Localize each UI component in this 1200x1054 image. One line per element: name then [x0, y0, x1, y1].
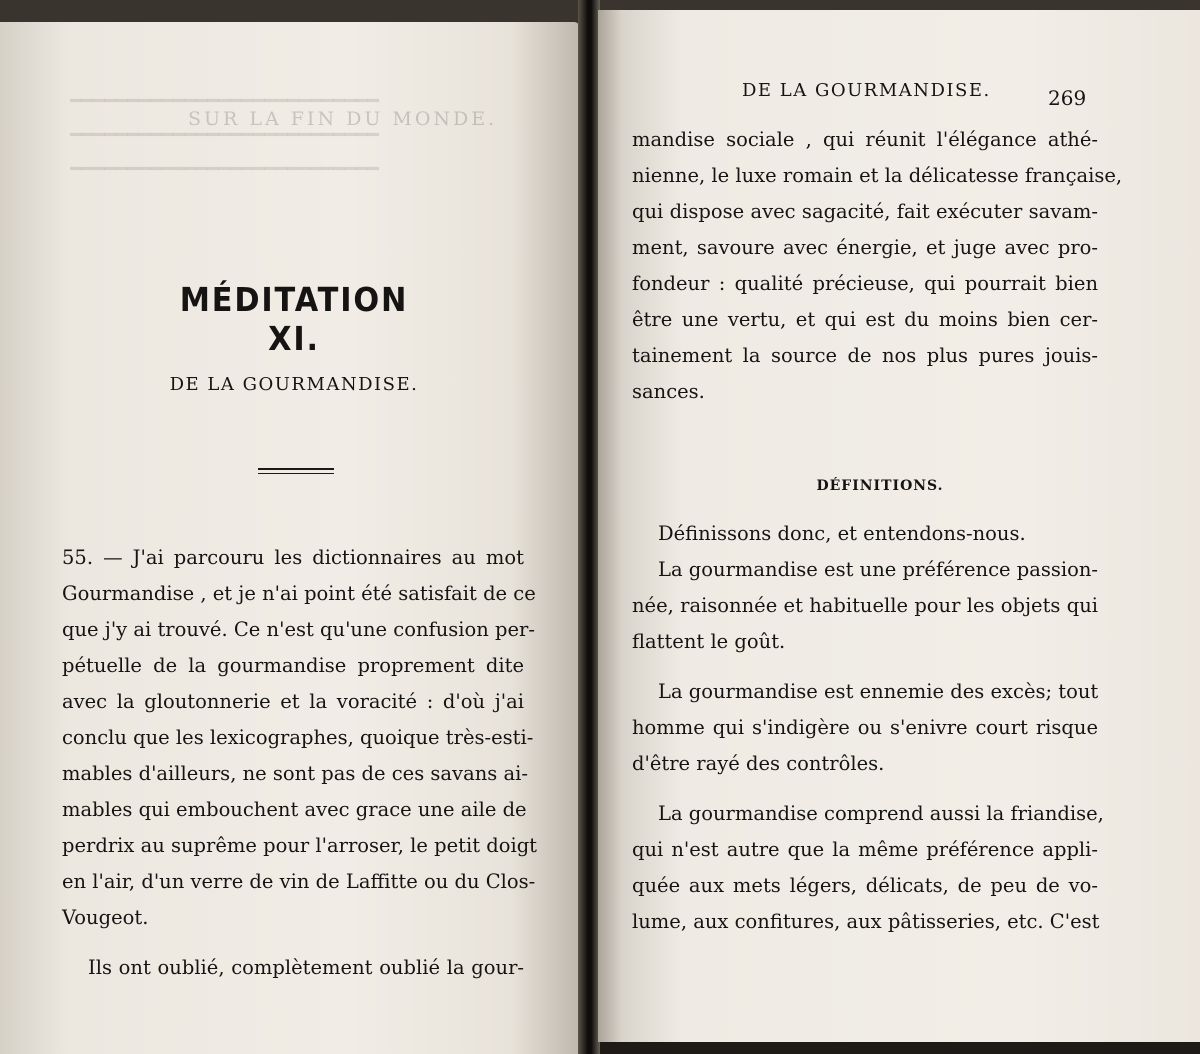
section-spacer	[632, 410, 1098, 516]
section-heading: DÉFINITIONS.	[816, 478, 944, 494]
right-page-body	[632, 122, 1123, 940]
text-line: avec la gloutonnerie et la voracité : d'où j'ai	[62, 690, 524, 713]
text-line: d'être rayé des contrôles.	[632, 752, 885, 775]
text-line: née, raisonnée et habituelle pour les objets qui	[632, 594, 1098, 617]
text-line: La gourmandise comprend aussi la friandise,	[658, 802, 1104, 825]
left-running-head: SUR LA FIN DU MONDE.	[188, 108, 498, 130]
ornamental-rule	[258, 468, 334, 474]
text-line: homme qui s'indigère ou s'enivre court risque	[632, 716, 1098, 739]
page-number: 269	[1048, 86, 1087, 110]
text-line: tainement la source de nos plus pures jouis-	[632, 344, 1098, 367]
text-line: sances.	[632, 380, 705, 403]
text-line: perdrix au suprême pour l'arroser, le petit doigt	[62, 834, 538, 857]
text-line: mables d'ailleurs, ne sont pas de ces savans ai-	[62, 762, 528, 785]
text-line: flattent le goût.	[632, 630, 786, 653]
text-line: La gourmandise est ennemie des excès; tout	[658, 680, 1099, 703]
text-line: nienne, le luxe romain et la délicatesse française,	[632, 164, 1123, 187]
text-line: lume, aux confitures, aux pâtisseries, etc. C'est	[632, 910, 1100, 933]
text-line: ment, savoure avec énergie, et juge avec pro-	[632, 236, 1098, 259]
text-line: quée aux mets légers, délicats, de peu de vo-	[632, 874, 1098, 897]
text-line: fondeur : qualité précieuse, qui pourrait bien	[632, 272, 1098, 295]
text-line: qui n'est autre que la même préférence appli-	[632, 838, 1098, 861]
bleed-through-text: ━━━━━━━━━━━━━━━━━━━━━━━━━━━ ━━━━━━━━━━━━━━━━━━━━━━━━━━━ ━━━━━━━━━━━━━━━━━━━━━━━━━━━	[70, 90, 379, 180]
book-gutter	[578, 0, 600, 1054]
text-line: mables qui embouchent avec grace une aile de	[62, 798, 527, 821]
chapter-title: MÉDITATION XI.	[179, 280, 409, 358]
chapter-subtitle: DE LA GOURMANDISE.	[169, 374, 419, 395]
text-line: pétuelle de la gourmandise proprement dite	[62, 654, 524, 677]
left-page	[0, 22, 580, 1054]
text-line: Gourmandise , et je n'ai point été satisfait de ce	[62, 582, 536, 605]
text-line: que j'y ai trouvé. Ce n'est qu'une confusion per-	[62, 618, 535, 641]
text-line: qui dispose avec sagacité, fait exécuter savam-	[632, 200, 1098, 223]
text-line: en l'air, d'un verre de vin de Laffitte ou du Clos-	[62, 870, 536, 893]
text-line: mandise sociale , qui réunit l'élégance athé-	[632, 128, 1098, 151]
text-line: La gourmandise est une préférence passion-	[658, 558, 1098, 581]
text-line: être une vertu, et qui est du moins bien cer-	[632, 308, 1098, 331]
text-line: Définissons donc, et entendons-nous.	[658, 522, 1026, 545]
text-line: Ils ont oublié, complètement oublié la gour-	[88, 956, 524, 979]
text-line: 55. — J'ai parcouru les dictionnaires au mot	[62, 546, 524, 569]
right-running-head: DE LA GOURMANDISE.	[742, 80, 991, 101]
left-page-body	[62, 540, 538, 986]
text-line: Vougeot.	[62, 906, 149, 929]
text-line: conclu que les lexicographes, quoique très-esti-	[62, 726, 534, 749]
